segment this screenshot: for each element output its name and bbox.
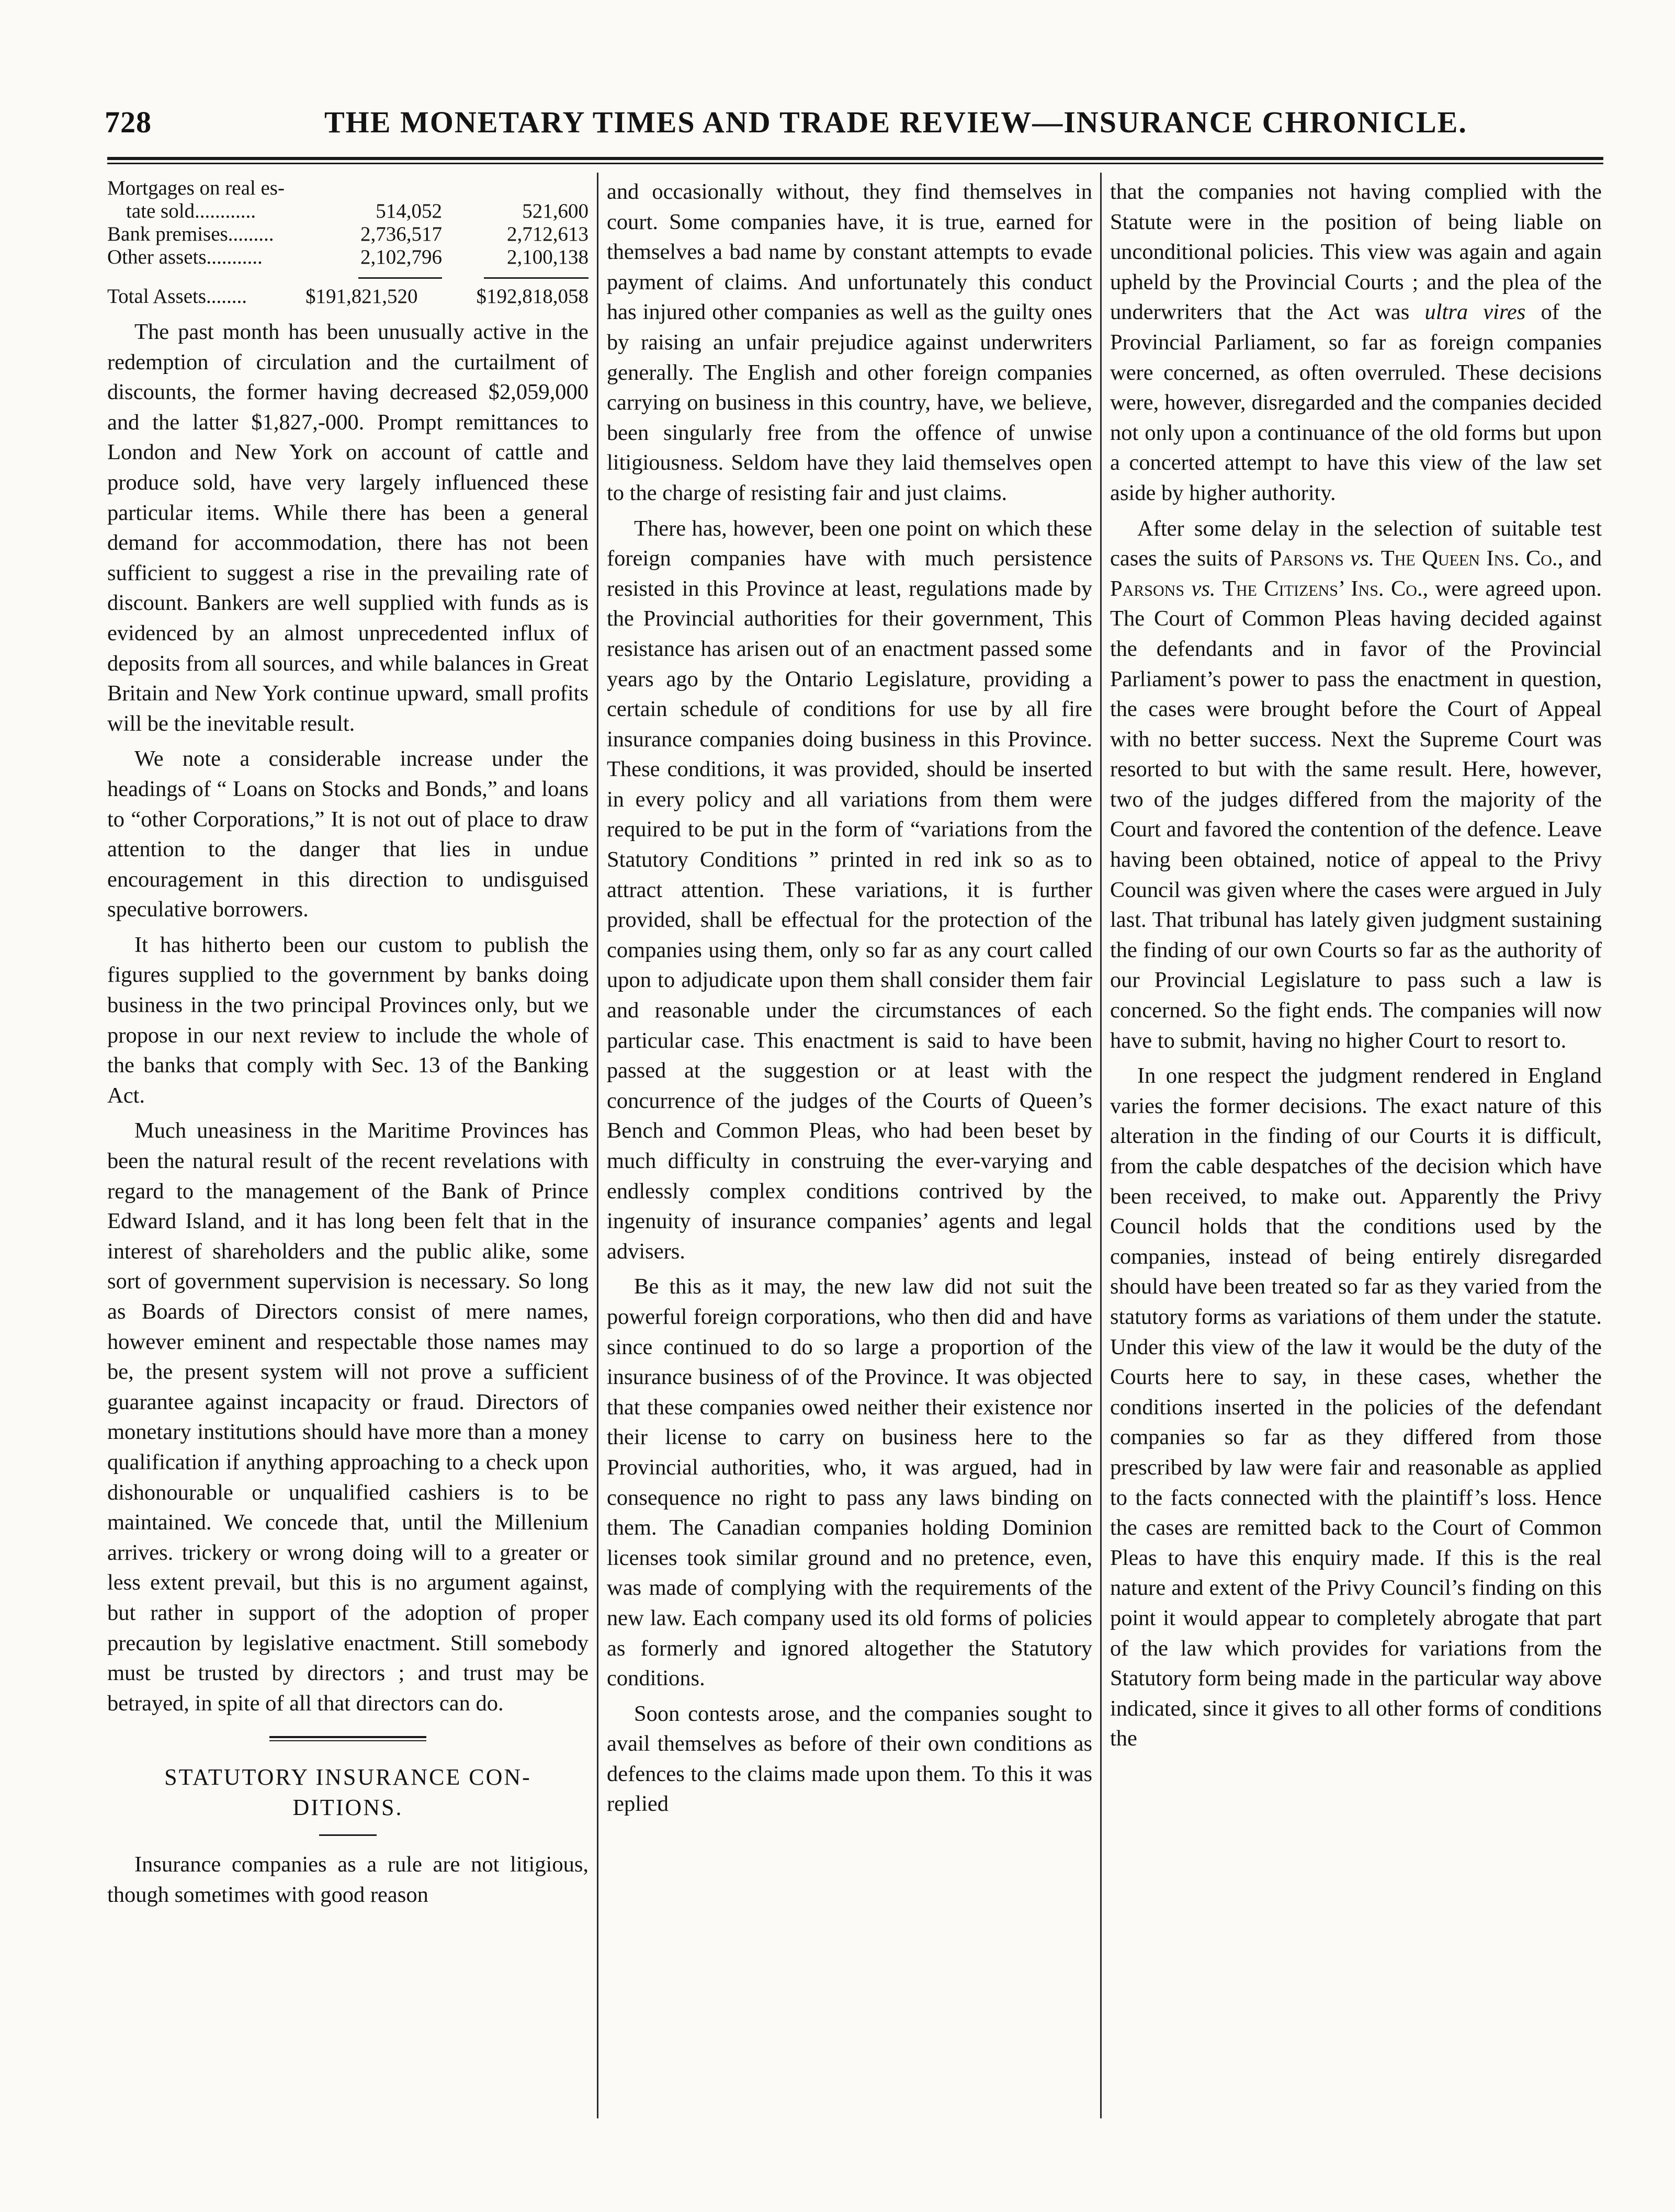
- column-1: [107, 177, 588, 1910]
- column-3: [1110, 177, 1602, 1754]
- paragraph: There has, however, been one point on which these foreign companies have with much persistence resisted in this Province at least, regulations made by the Provincial authorities for their government, This resistance has arisen out of an enactment passed some years ago by the Ontario Legislature, providing a certain schedule of conditions for use by all fire insurance companies doing business in this Province. These conditions, it was provided, should be inserted in every policy and all variations from them were required to be put in the form of “variations from the Statutory Conditions ” printed in red ink so as to attract attention. These variations, it is further provided, shall be effectual for the protection of the companies using them, only so far as any court called upon to adjudicate upon them shall consider them fair and reasonable under the circumstances of each particular case. This enactment is said to have been passed at the suggestion or at least with the concurrence of the judges of the Courts of Queen’s Bench and Common Pleas, who had been beset by much difficulty in construing the ever-varying and endlessly complex conditions contrived by the ingenuity of insurance companies’ agents and legal advisers.: [607, 516, 1092, 1264]
- row-label: tate sold............: [126, 200, 256, 222]
- section-rule: [269, 1736, 426, 1741]
- paragraph: and occasionally without, they find themselves in court. Some companies have, it is true, earned for themselves a bad name by constant attempts to evade payment of claims. And unfortunately this conduct has injured other companies as well as the guilty ones by raising an unfair prejudice against underwriters generally. The English and other foreign companies carrying on business in this country, have, we believe, been singularly free from the offence of unwise litigiousness. Seldom have they laid themselves open to the charge of resisting fair and just claims.: [607, 179, 1092, 505]
- text-run: were agreed upon. The Court of Common Pleas having decided against the defendants and in favor of the Provincial Parliament’s power to pass the enactment in question, the cases were brought before the Court of Appeal with no better success. Next the Supreme Court was resorted to but with the same result. Here, however, two of the judges differed from the majority of the Court and favored the contention of the defence. Leave having been obtained, notice of appeal to the Privy Council was given where the cases were argued in July last. That tribunal has lately given judgment sustaining the finding of our own Courts so far as the authority of our Provincial Legislature to pass such a law is concerned. So the fight ends. The companies will now have to submit, having no higher Court to resort to.: [1110, 576, 1602, 1053]
- row-value: 2,712,613: [507, 223, 588, 245]
- text-run: and: [1563, 546, 1602, 571]
- row-value: 514,052: [376, 200, 442, 222]
- paragraph: Soon contests arose, and the companies sought to avail themselves as before of their own conditions as defences to the claims made upon them. To this it was replied: [607, 1701, 1092, 1817]
- row-value: 2,736,517: [360, 223, 442, 245]
- table-row: [107, 223, 588, 246]
- table-row: [107, 246, 588, 269]
- total-assets-row: [107, 282, 588, 311]
- paragraph: Insurance companies as a rule are not litigious, though sometimes with good reason: [107, 1852, 588, 1907]
- paragraph: [1110, 177, 1602, 508]
- total-value: $192,818,058: [476, 285, 588, 308]
- total-label: Total Assets........: [107, 285, 247, 308]
- italic-text: vs.: [1184, 576, 1216, 601]
- text-run: of the Provincial Parliament, so far as foreign companies were concerned, as often overruled. These decisions were, however, disregarded and the companies decided not only upon a continuance of the old forms but upon a concerted attempt to have this view of the law set aside by higher authority.: [1110, 300, 1602, 505]
- column-2: [607, 177, 1092, 1819]
- masthead-title: THE MONETARY TIMES AND TRADE REVIEW—INSURANCE CHRONICLE.: [324, 105, 1467, 139]
- section-heading-line: STATUTORY INSURANCE CON-: [164, 1764, 531, 1790]
- paragraph: The past month has been unusually active in the redemption of circulation and the curtailment of discounts, the former having decreased $2,059,000 and the latter $1,827,-000. Prompt remittances to London and New York on account of cattle and produce sold, have very largely influenced these particular items. While there has been a general demand for accommodation, there has not been sufficient to suggest a rise in the prevailing rate of discount. Bankers are well supplied with funds as is evidenced by an almost unprecedented influx of deposits from all sources, and while balances in Great Britain and New York continue upward, small profits will be the inevitable result.: [107, 320, 588, 736]
- total-value: $191,821,520: [305, 285, 418, 308]
- table-row: [107, 200, 588, 223]
- page-number: 728: [105, 105, 152, 139]
- section-heading-line: DITIONS.: [292, 1795, 403, 1821]
- row-label: Other assets...........: [107, 246, 263, 268]
- table-subtotal-rule: [107, 274, 588, 282]
- column-divider: [597, 173, 598, 2118]
- case-name: The Queen Ins. Co.,: [1380, 546, 1564, 571]
- row-label: Bank premises.........: [107, 223, 274, 245]
- column-divider: [1100, 173, 1102, 2118]
- case-name: The Citizens’ Ins. Co.,: [1222, 576, 1429, 601]
- paragraph: It has hitherto been our custom to publish the figures supplied to the government by banks doing business in the two principal Provinces only, but we propose in our next review to include the whole of the banks that comply with Sec. 13 of the Banking Act.: [107, 932, 588, 1108]
- text-run: that the companies not having complied with the Statute were in the position of being liable on unconditional policies. This view was again and again upheld by the Provincial Courts ; and the plea of the underwriters that the Act was: [1110, 179, 1602, 325]
- paragraph: We note a considerable increase under the headings of “ Loans on Stocks and Bonds,” and loans to “other Corporations,” It is not out of place to draw attention to the danger that lies in undue encouragement in this direction to undisguised speculative borrowers.: [107, 746, 588, 922]
- italic-text: vs.: [1343, 546, 1375, 571]
- row-value: 2,100,138: [507, 246, 588, 268]
- text-run: After some delay in the selection of suitable test cases the suits of: [1110, 516, 1602, 571]
- assets-table: [107, 177, 588, 269]
- section-heading: [107, 1762, 588, 1823]
- row-label: Mortgages on real es-: [107, 177, 285, 199]
- row-value: 2,102,796: [360, 246, 442, 268]
- paragraph: [1110, 514, 1602, 1056]
- italic-text: ultra vires: [1424, 300, 1526, 325]
- case-name: Parsons: [1269, 546, 1344, 571]
- section-rule-short: [319, 1834, 377, 1836]
- paragraph: Much uneasiness in the Maritime Provinces has been the natural result of the recent revelations with regard to the management of the Bank of Prince Edward Island, and it has long been felt that in the interest of shareholders and the public alike, some sort of government supervision is necessary. So long as Boards of Directors consist of mere names, however eminent and respectable those names may be, the present system will not prove a sufficient guarantee against incapacity or fraud. Directors of monetary institutions should have more than a money qualification if anything approaching to a check upon dishonourable or unqualified cashiers is to be maintained. We concede that, until the Millenium arrives. trickery or wrong doing will to a greater or less extent prevail, but this is no argument against, but rather in support of the adoption of proper precaution by legislative enactment. Still somebody must be trusted by directors ; and trust may be betrayed, in spite of all that directors can do.: [107, 1118, 588, 1716]
- header-rule: [107, 157, 1603, 164]
- table-row: [107, 177, 588, 200]
- paragraph: In one respect the judgment rendered in England varies the former decisions. The exact nature of this alteration in the finding of our Courts it is difficult, from the cable despatches of the decision which have been received, to make out. Apparently the Privy Council holds that the conditions used by the companies, instead of being entirely disregarded should have been treated so far as they varied from the statutory forms as variations of them under the statute. Under this view of the law it would be the duty of the Courts here to say, in these cases, whether the conditions inserted in the policies of the defendant companies so far as they differed from those prescribed by law were fair and reasonable as applied to the facts connected with the plaintiff’s loss. Hence the cases are remitted back to the Court of Common Pleas to have this enquiry made. If this is the real nature and extent of the Privy Council’s finding on this point it would appear to completely abrogate that part of the law which provides for variations from the Statutory form being made in the particular way above indicated, since it gives to all other forms of conditions the: [1110, 1063, 1602, 1751]
- row-value: 521,600: [522, 200, 588, 222]
- paragraph: Be this as it may, the new law did not suit the powerful foreign corporations, who then did and have since continued to do so large a proportion of the insurance business of of the Province. It was objected that these companies owed neither their existence nor their license to carry on business here to the Provincial authorities, who, it was argued, had in consequence no right to pass any laws binding on them. The Canadian companies holding Dominion licenses took similar ground and no pretence, even, was made of complying with the requirements of the new law. Each company used its old forms of policies as formerly and ignored altogether the Statutory conditions.: [607, 1274, 1092, 1691]
- case-name: Parsons: [1110, 576, 1185, 601]
